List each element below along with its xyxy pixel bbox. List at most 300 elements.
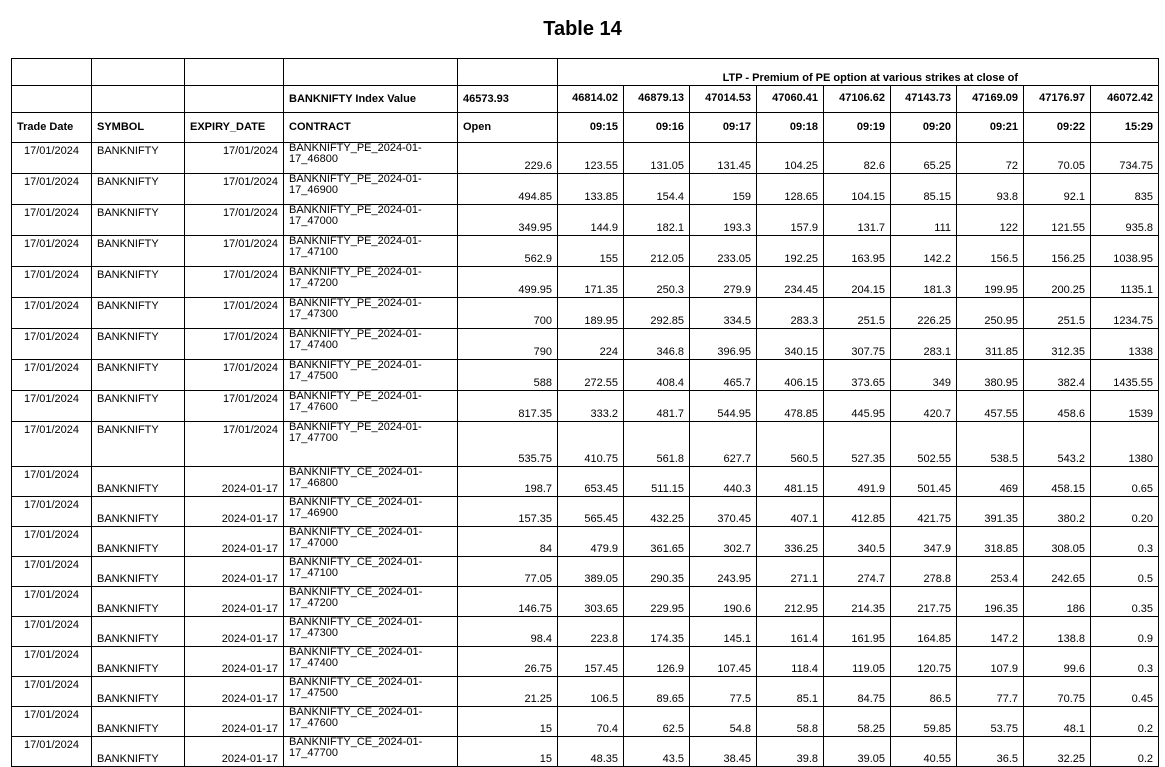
value-cell: 307.75: [824, 329, 891, 360]
value-cell: 835: [1091, 174, 1159, 205]
value-cell: 382.4: [1024, 360, 1091, 391]
value-cell: 935.8: [1091, 205, 1159, 236]
trade-date-cell: 17/01/2024: [12, 205, 92, 236]
value-cell: 274.7: [824, 557, 891, 587]
value-cell: 1435.55: [1091, 360, 1159, 391]
value-cell: 0.9: [1091, 617, 1159, 647]
value-cell: 445.95: [824, 391, 891, 422]
table-row: [12, 737, 1159, 767]
data-table: [11, 58, 1159, 767]
trade-date-cell: 17/01/2024: [12, 143, 92, 174]
index-value: 47143.73: [891, 86, 957, 113]
index-value: 46072.42: [1091, 86, 1159, 113]
value-cell: 53.75: [957, 707, 1024, 737]
value-cell: 229.6: [458, 143, 558, 174]
value-cell: 224: [558, 329, 624, 360]
value-cell: 21.25: [458, 677, 558, 707]
contract-cell: BANKNIFTY_CE_2024-01-17_47700: [284, 737, 458, 767]
expiry-cell: 17/01/2024: [185, 329, 284, 360]
index-value: 47014.53: [690, 86, 757, 113]
value-cell: 250.95: [957, 298, 1024, 329]
expiry-cell: 17/01/2024: [185, 422, 284, 467]
table-row: [12, 236, 1159, 267]
value-cell: 432.25: [624, 497, 690, 527]
value-cell: 54.8: [690, 707, 757, 737]
expiry-cell: 2024-01-17: [185, 617, 284, 647]
value-cell: 123.55: [558, 143, 624, 174]
expiry-cell: 2024-01-17: [185, 557, 284, 587]
value-cell: 0.3: [1091, 647, 1159, 677]
symbol-cell: BANKNIFTY: [92, 143, 185, 174]
trade-date-cell: 17/01/2024: [12, 360, 92, 391]
value-cell: 527.35: [824, 422, 891, 467]
trade-date-cell: 17/01/2024: [12, 174, 92, 205]
value-cell: 157.35: [458, 497, 558, 527]
trade-date-cell: 17/01/2024: [12, 617, 92, 647]
index-value: 46814.02: [558, 86, 624, 113]
table-row: [12, 647, 1159, 677]
expiry-cell: 2024-01-17: [185, 647, 284, 677]
expiry-cell: 17/01/2024: [185, 267, 284, 298]
value-cell: 171.35: [558, 267, 624, 298]
trade-date-cell: 17/01/2024: [12, 267, 92, 298]
contract-cell: BANKNIFTY_PE_2024-01-17_47700: [284, 422, 458, 467]
value-cell: 86.5: [891, 677, 957, 707]
contract-cell: BANKNIFTY_CE_2024-01-17_47200: [284, 587, 458, 617]
value-cell: 544.95: [690, 391, 757, 422]
value-cell: 302.7: [690, 527, 757, 557]
expiry-cell: 2024-01-17: [185, 527, 284, 557]
value-cell: 192.25: [757, 236, 824, 267]
value-cell: 98.4: [458, 617, 558, 647]
expiry-cell: 2024-01-17: [185, 707, 284, 737]
value-cell: 0.65: [1091, 467, 1159, 497]
contract-cell: BANKNIFTY_PE_2024-01-17_47500: [284, 360, 458, 391]
value-cell: 560.5: [757, 422, 824, 467]
value-cell: 251.5: [1024, 298, 1091, 329]
table-row: [12, 174, 1159, 205]
value-cell: 234.45: [757, 267, 824, 298]
value-cell: 457.55: [957, 391, 1024, 422]
value-cell: 59.85: [891, 707, 957, 737]
value-cell: 458.15: [1024, 467, 1091, 497]
index-value-row: [12, 86, 1159, 113]
contract-cell: BANKNIFTY_PE_2024-01-17_47600: [284, 391, 458, 422]
value-cell: 440.3: [690, 467, 757, 497]
value-cell: 290.35: [624, 557, 690, 587]
value-cell: 15: [458, 737, 558, 767]
expiry-cell: 17/01/2024: [185, 236, 284, 267]
value-cell: 292.85: [624, 298, 690, 329]
trade-date-cell: 17/01/2024: [12, 587, 92, 617]
column-header: 15:29: [1091, 113, 1159, 143]
value-cell: 511.15: [624, 467, 690, 497]
value-cell: 380.2: [1024, 497, 1091, 527]
value-cell: 77.7: [957, 677, 1024, 707]
value-cell: 502.55: [891, 422, 957, 467]
value-cell: 119.05: [824, 647, 891, 677]
symbol-cell: BANKNIFTY: [92, 737, 185, 767]
value-cell: 340.15: [757, 329, 824, 360]
column-header: 09:19: [824, 113, 891, 143]
expiry-cell: 2024-01-17: [185, 467, 284, 497]
table-row: [12, 143, 1159, 174]
value-cell: 106.5: [558, 677, 624, 707]
value-cell: 43.5: [624, 737, 690, 767]
value-cell: 700: [458, 298, 558, 329]
value-cell: 198.7: [458, 467, 558, 497]
index-value: 47169.09: [957, 86, 1024, 113]
value-cell: 458.6: [1024, 391, 1091, 422]
column-header: CONTRACT: [284, 113, 458, 143]
index-value: 47176.97: [1024, 86, 1091, 113]
value-cell: 70.75: [1024, 677, 1091, 707]
value-cell: 336.25: [757, 527, 824, 557]
index-value: 47106.62: [824, 86, 891, 113]
column-header: 09:22: [1024, 113, 1091, 143]
contract-cell: BANKNIFTY_CE_2024-01-17_47300: [284, 617, 458, 647]
contract-cell: BANKNIFTY_PE_2024-01-17_46800: [284, 143, 458, 174]
value-cell: 535.75: [458, 422, 558, 467]
value-cell: 118.4: [757, 647, 824, 677]
value-cell: 48.35: [558, 737, 624, 767]
value-cell: 121.55: [1024, 205, 1091, 236]
value-cell: 361.65: [624, 527, 690, 557]
trade-date-cell: 17/01/2024: [12, 422, 92, 467]
index-value: 46573.93: [458, 86, 558, 113]
table-row: [12, 677, 1159, 707]
value-cell: 396.95: [690, 329, 757, 360]
value-cell: 72: [957, 143, 1024, 174]
value-cell: 333.2: [558, 391, 624, 422]
value-cell: 565.45: [558, 497, 624, 527]
value-cell: 0.35: [1091, 587, 1159, 617]
symbol-cell: BANKNIFTY: [92, 557, 185, 587]
trade-date-cell: 17/01/2024: [12, 467, 92, 497]
trade-date-cell: 17/01/2024: [12, 647, 92, 677]
symbol-cell: BANKNIFTY: [92, 298, 185, 329]
value-cell: 561.8: [624, 422, 690, 467]
value-cell: 159: [690, 174, 757, 205]
trade-date-cell: 17/01/2024: [12, 677, 92, 707]
value-cell: 126.9: [624, 647, 690, 677]
value-cell: 653.45: [558, 467, 624, 497]
value-cell: 214.35: [824, 587, 891, 617]
value-cell: 190.6: [690, 587, 757, 617]
expiry-cell: 2024-01-17: [185, 587, 284, 617]
value-cell: 349: [891, 360, 957, 391]
value-cell: 0.5: [1091, 557, 1159, 587]
value-cell: 734.75: [1091, 143, 1159, 174]
value-cell: 144.9: [558, 205, 624, 236]
value-cell: 278.8: [891, 557, 957, 587]
value-cell: 562.9: [458, 236, 558, 267]
column-header: 09:17: [690, 113, 757, 143]
value-cell: 181.3: [891, 267, 957, 298]
trade-date-cell: 17/01/2024: [12, 391, 92, 422]
contract-cell: BANKNIFTY_CE_2024-01-17_47000: [284, 527, 458, 557]
value-cell: 93.8: [957, 174, 1024, 205]
value-cell: 373.65: [824, 360, 891, 391]
value-cell: 481.7: [624, 391, 690, 422]
value-cell: 62.5: [624, 707, 690, 737]
value-cell: 128.65: [757, 174, 824, 205]
value-cell: 120.75: [891, 647, 957, 677]
value-cell: 15: [458, 707, 558, 737]
value-cell: 465.7: [690, 360, 757, 391]
value-cell: 491.9: [824, 467, 891, 497]
value-cell: 174.35: [624, 617, 690, 647]
value-cell: 479.9: [558, 527, 624, 557]
value-cell: 790: [458, 329, 558, 360]
value-cell: 122: [957, 205, 1024, 236]
value-cell: 77.5: [690, 677, 757, 707]
table-row: [12, 205, 1159, 236]
value-cell: 501.45: [891, 467, 957, 497]
expiry-cell: 17/01/2024: [185, 205, 284, 236]
value-cell: 543.2: [1024, 422, 1091, 467]
value-cell: 212.95: [757, 587, 824, 617]
value-cell: 0.2: [1091, 707, 1159, 737]
value-cell: 104.15: [824, 174, 891, 205]
trade-date-cell: 17/01/2024: [12, 236, 92, 267]
contract-cell: BANKNIFTY_CE_2024-01-17_46800: [284, 467, 458, 497]
table-row: [12, 391, 1159, 422]
column-header: 09:20: [891, 113, 957, 143]
value-cell: 146.75: [458, 587, 558, 617]
table-row: [12, 527, 1159, 557]
value-cell: 223.8: [558, 617, 624, 647]
trade-date-cell: 17/01/2024: [12, 298, 92, 329]
table-row: [12, 360, 1159, 391]
column-header: SYMBOL: [92, 113, 185, 143]
value-cell: 308.05: [1024, 527, 1091, 557]
index-value: 47060.41: [757, 86, 824, 113]
value-cell: 0.45: [1091, 677, 1159, 707]
value-cell: 204.15: [824, 267, 891, 298]
value-cell: 107.45: [690, 647, 757, 677]
value-cell: 82.6: [824, 143, 891, 174]
value-cell: 1380: [1091, 422, 1159, 467]
value-cell: 1539: [1091, 391, 1159, 422]
value-cell: 111: [891, 205, 957, 236]
value-cell: 389.05: [558, 557, 624, 587]
value-cell: 347.9: [891, 527, 957, 557]
symbol-cell: BANKNIFTY: [92, 391, 185, 422]
value-cell: 0.2: [1091, 737, 1159, 767]
trade-date-cell: 17/01/2024: [12, 557, 92, 587]
value-cell: 131.05: [624, 143, 690, 174]
value-cell: 408.4: [624, 360, 690, 391]
contract-cell: BANKNIFTY_PE_2024-01-17_47000: [284, 205, 458, 236]
value-cell: 349.95: [458, 205, 558, 236]
symbol-cell: BANKNIFTY: [92, 360, 185, 391]
value-cell: 217.75: [891, 587, 957, 617]
ltp-header: LTP - Premium of PE option at various strikes at close of: [558, 59, 1159, 86]
contract-cell: BANKNIFTY_PE_2024-01-17_47100: [284, 236, 458, 267]
value-cell: 200.25: [1024, 267, 1091, 298]
value-cell: 303.65: [558, 587, 624, 617]
value-cell: 164.85: [891, 617, 957, 647]
value-cell: 36.5: [957, 737, 1024, 767]
trade-date-cell: 17/01/2024: [12, 527, 92, 557]
value-cell: 499.95: [458, 267, 558, 298]
trade-date-cell: 17/01/2024: [12, 497, 92, 527]
column-header: EXPIRY_DATE: [185, 113, 284, 143]
value-cell: 92.1: [1024, 174, 1091, 205]
value-cell: 48.1: [1024, 707, 1091, 737]
expiry-cell: 17/01/2024: [185, 298, 284, 329]
value-cell: 0.3: [1091, 527, 1159, 557]
value-cell: 157.45: [558, 647, 624, 677]
value-cell: 391.35: [957, 497, 1024, 527]
contract-cell: BANKNIFTY_CE_2024-01-17_47100: [284, 557, 458, 587]
contract-cell: BANKNIFTY_CE_2024-01-17_47600: [284, 707, 458, 737]
value-cell: 65.25: [891, 143, 957, 174]
value-cell: 131.45: [690, 143, 757, 174]
expiry-cell: 2024-01-17: [185, 497, 284, 527]
trade-date-cell: 17/01/2024: [12, 329, 92, 360]
trade-date-cell: 17/01/2024: [12, 737, 92, 767]
expiry-cell: 2024-01-17: [185, 677, 284, 707]
value-cell: 85.1: [757, 677, 824, 707]
value-cell: 26.75: [458, 647, 558, 677]
column-header-row: [12, 113, 1159, 143]
table-row: [12, 422, 1159, 467]
value-cell: 193.3: [690, 205, 757, 236]
column-header: Open: [458, 113, 558, 143]
value-cell: 0.20: [1091, 497, 1159, 527]
contract-cell: BANKNIFTY_PE_2024-01-17_47400: [284, 329, 458, 360]
value-cell: 1038.95: [1091, 236, 1159, 267]
value-cell: 1338: [1091, 329, 1159, 360]
expiry-cell: 17/01/2024: [185, 360, 284, 391]
value-cell: 99.6: [1024, 647, 1091, 677]
value-cell: 145.1: [690, 617, 757, 647]
value-cell: 58.25: [824, 707, 891, 737]
value-cell: 588: [458, 360, 558, 391]
value-cell: 147.2: [957, 617, 1024, 647]
value-cell: 253.4: [957, 557, 1024, 587]
value-cell: 39.05: [824, 737, 891, 767]
value-cell: 283.1: [891, 329, 957, 360]
value-cell: 318.85: [957, 527, 1024, 557]
value-cell: 161.4: [757, 617, 824, 647]
contract-cell: BANKNIFTY_PE_2024-01-17_47200: [284, 267, 458, 298]
value-cell: 406.15: [757, 360, 824, 391]
value-cell: 155: [558, 236, 624, 267]
value-cell: 272.55: [558, 360, 624, 391]
value-cell: 70.4: [558, 707, 624, 737]
ltp-header-row: [12, 59, 1159, 86]
symbol-cell: BANKNIFTY: [92, 527, 185, 557]
value-cell: 154.4: [624, 174, 690, 205]
symbol-cell: BANKNIFTY: [92, 205, 185, 236]
value-cell: 157.9: [757, 205, 824, 236]
value-cell: 84: [458, 527, 558, 557]
value-cell: 279.9: [690, 267, 757, 298]
table-row: [12, 557, 1159, 587]
value-cell: 77.05: [458, 557, 558, 587]
value-cell: 156.25: [1024, 236, 1091, 267]
value-cell: 199.95: [957, 267, 1024, 298]
table-row: [12, 267, 1159, 298]
column-header: 09:18: [757, 113, 824, 143]
expiry-cell: 17/01/2024: [185, 143, 284, 174]
column-header: 09:21: [957, 113, 1024, 143]
table-row: [12, 587, 1159, 617]
value-cell: 370.45: [690, 497, 757, 527]
value-cell: 1135.1: [1091, 267, 1159, 298]
value-cell: 817.35: [458, 391, 558, 422]
value-cell: 89.65: [624, 677, 690, 707]
contract-cell: BANKNIFTY_CE_2024-01-17_47400: [284, 647, 458, 677]
symbol-cell: BANKNIFTY: [92, 267, 185, 298]
value-cell: 271.1: [757, 557, 824, 587]
table-row: [12, 298, 1159, 329]
expiry-cell: 17/01/2024: [185, 174, 284, 205]
value-cell: 226.25: [891, 298, 957, 329]
value-cell: 420.7: [891, 391, 957, 422]
contract-cell: BANKNIFTY_PE_2024-01-17_47300: [284, 298, 458, 329]
column-header: Trade Date: [12, 113, 92, 143]
value-cell: 380.95: [957, 360, 1024, 391]
value-cell: 407.1: [757, 497, 824, 527]
value-cell: 32.25: [1024, 737, 1091, 767]
column-header: 09:15: [558, 113, 624, 143]
value-cell: 481.15: [757, 467, 824, 497]
column-header: 09:16: [624, 113, 690, 143]
value-cell: 233.05: [690, 236, 757, 267]
value-cell: 538.5: [957, 422, 1024, 467]
value-cell: 1234.75: [1091, 298, 1159, 329]
table-row: [12, 497, 1159, 527]
value-cell: 410.75: [558, 422, 624, 467]
value-cell: 250.3: [624, 267, 690, 298]
table-row: [12, 617, 1159, 647]
value-cell: 58.8: [757, 707, 824, 737]
value-cell: 38.45: [690, 737, 757, 767]
value-cell: 189.95: [558, 298, 624, 329]
symbol-cell: BANKNIFTY: [92, 707, 185, 737]
contract-cell: BANKNIFTY_CE_2024-01-17_46900: [284, 497, 458, 527]
value-cell: 104.25: [757, 143, 824, 174]
table-row: [12, 467, 1159, 497]
value-cell: 156.5: [957, 236, 1024, 267]
symbol-cell: BANKNIFTY: [92, 174, 185, 205]
symbol-cell: BANKNIFTY: [92, 236, 185, 267]
value-cell: 627.7: [690, 422, 757, 467]
value-cell: 311.85: [957, 329, 1024, 360]
symbol-cell: BANKNIFTY: [92, 422, 185, 467]
table-row: [12, 707, 1159, 737]
value-cell: 212.05: [624, 236, 690, 267]
value-cell: 478.85: [757, 391, 824, 422]
value-cell: 131.7: [824, 205, 891, 236]
symbol-cell: BANKNIFTY: [92, 497, 185, 527]
value-cell: 39.8: [757, 737, 824, 767]
value-cell: 334.5: [690, 298, 757, 329]
value-cell: 138.8: [1024, 617, 1091, 647]
value-cell: 421.75: [891, 497, 957, 527]
value-cell: 40.55: [891, 737, 957, 767]
value-cell: 312.35: [1024, 329, 1091, 360]
value-cell: 340.5: [824, 527, 891, 557]
symbol-cell: BANKNIFTY: [92, 587, 185, 617]
value-cell: 70.05: [1024, 143, 1091, 174]
symbol-cell: BANKNIFTY: [92, 467, 185, 497]
value-cell: 242.65: [1024, 557, 1091, 587]
